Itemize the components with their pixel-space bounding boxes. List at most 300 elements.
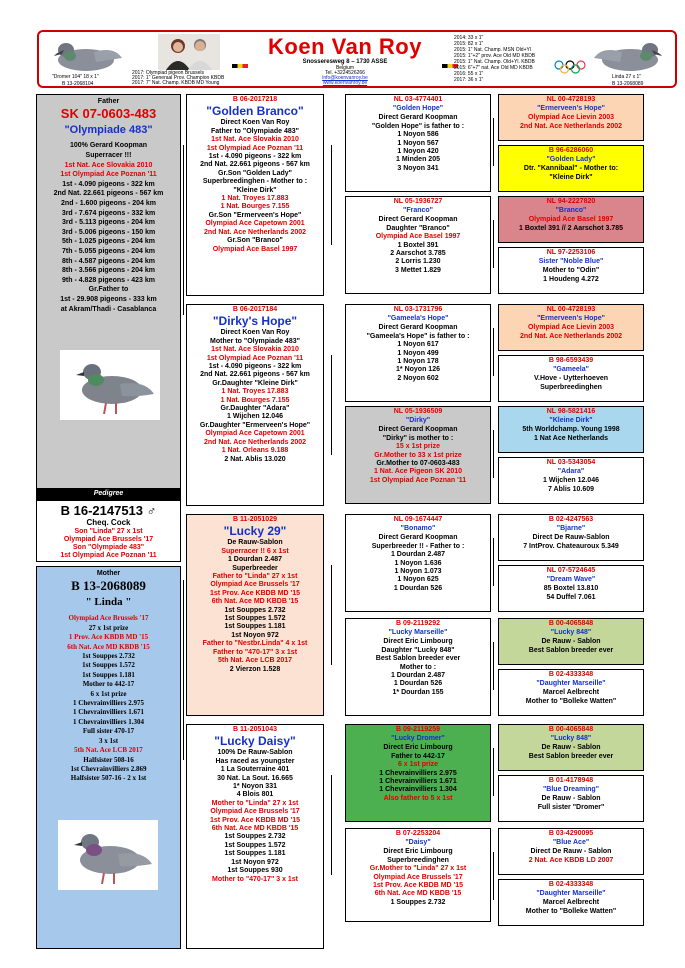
mother-connector	[183, 580, 184, 760]
male-symbol-icon: ♂	[146, 503, 157, 518]
tree-connector	[493, 328, 494, 376]
mother-name: " Linda "	[85, 596, 132, 609]
ring-number: B 01-4178948	[548, 777, 594, 784]
result-line: 1 Nat. Orleans 9.188	[221, 447, 289, 455]
result-line: 5th - 1.025 pigeons - 204 km	[62, 238, 155, 246]
ring-number: NL 94-2227820	[546, 198, 596, 205]
result-line: Direct De Rauw - Sablon	[530, 848, 612, 856]
left-pigeon-caption: "Dromer 104" 18 x 1"	[52, 74, 99, 80]
result-line: 54 Duffel 7.061	[546, 593, 596, 601]
result-line: 1st Souppes 1.181	[224, 623, 286, 631]
result-line: 1 Noyon 617	[397, 341, 439, 349]
result-line: 8th - 4.587 pigeons - 204 km	[62, 257, 155, 265]
result-line: 1 Chevrainvilliers 1.304	[379, 786, 457, 794]
result-line: Direct De Rauw-Sablon	[532, 534, 610, 542]
result-line: Olympiad Ace Brussels '17	[210, 808, 300, 816]
result-line: Superbreedinghen	[540, 383, 602, 391]
result-line: Olympiad Ace Brussels '17	[68, 614, 149, 623]
page-title: Koen Van Roy	[268, 34, 422, 59]
ring-number: B 02-4247563	[548, 516, 594, 523]
grandparent-box	[186, 304, 324, 506]
ring-number: B 06-2017184	[232, 306, 278, 313]
ring-number: B 03-4290095	[548, 830, 594, 837]
result-line: Direct Koen Van Roy	[220, 329, 290, 337]
result-line: 1st - 4.090 pigeons - 322 km	[62, 180, 155, 188]
ring-number: B 96-6286060	[548, 147, 594, 154]
result-line: 30 Nat. La Sout. 16.665	[217, 774, 293, 782]
great-great-grandparent-box	[498, 724, 644, 771]
left-pigeon-ring: B 13-2068104	[62, 81, 94, 87]
great-grandparent-box	[345, 406, 491, 504]
ring-number: NL 05-1936509	[393, 408, 443, 415]
result-line: 1st Souppes 1.572	[224, 841, 286, 849]
result-line: 2nd Nat. Ace Netherlands 2002	[203, 228, 307, 236]
tree-connector	[493, 852, 494, 900]
result-line: 1st Nat. Ace Slovakia 2010	[211, 136, 299, 144]
result-line: Mother to 442-17	[82, 680, 135, 689]
tree-connector	[493, 118, 494, 166]
result-line: 1 Chevrainvilliers 1.304	[73, 717, 144, 726]
result-line: 5th Worldchamp. Young 1998	[522, 426, 620, 434]
result-line: 3rd - 5.113 pigeons - 204 km	[62, 219, 155, 227]
result-line: 1 Chevrainvilliers 2.975	[73, 699, 144, 708]
result-line: 5th Nat. Ace LCB 2017	[74, 746, 143, 755]
result-line: 8th - 3.566 pigeons - 204 km	[62, 267, 155, 275]
result-line: "Kleine Dirk"	[233, 186, 277, 194]
result-line: Best Sablon breeder ever	[528, 752, 614, 760]
great-grandparent-box	[345, 828, 491, 922]
pigeon-name: "Golden Branco"	[206, 104, 304, 119]
result-line: 1 Noyon 1.636	[394, 559, 442, 567]
great-great-grandparent-box	[498, 514, 644, 561]
result-line: 1 Chevrainvilliers 1.671	[73, 708, 144, 717]
result-line: 1 Nat. Troyes 17.883	[221, 195, 289, 203]
result-line: Gr.Mother to "Linda" 27 x 1st	[369, 865, 467, 873]
result-line: 2nd Nat. Ace Netherlands 2002	[519, 122, 623, 130]
result-line: Direct Eric Limbourg	[383, 744, 453, 752]
result-line: Gr.Son "Ermerveen's Hope"	[208, 211, 302, 219]
owners-photo	[158, 34, 220, 70]
result-line: 1 Noyon 499	[397, 349, 439, 357]
pigeon-name: "Adara"	[557, 468, 585, 476]
ring-number: NL 03-5343054	[546, 459, 596, 466]
result-line: 1 Nat. Ace Pigeon SK 2010	[373, 468, 463, 476]
tree-connector	[493, 538, 494, 586]
result-line: 1 Minden 205	[396, 156, 440, 164]
pigeon-name: "Lucky 848"	[550, 629, 592, 637]
result-line: at Akram/Thadi - Casablanca	[60, 305, 157, 313]
result-line: 15 x 1st prize	[396, 443, 440, 451]
result-line: Father to "Nestbr.Linda" 4 x 1st	[202, 640, 308, 648]
great-great-grandparent-box	[498, 879, 644, 926]
result-line: 7 Ablis 10.609	[547, 485, 595, 493]
father-results	[37, 141, 180, 314]
website-link[interactable]: www.koenvanroy.be	[322, 80, 368, 86]
result-line: Gr.Daughter "Adara"	[220, 405, 290, 413]
ring-number: B 06-2017218	[232, 96, 278, 103]
achievement-left-1: 2017: Olympiad pigeon Brussels	[132, 70, 204, 76]
result-line: 1 Dourdan 2.487	[227, 556, 283, 564]
result-line: 1st Olympiad Ace Poznan '11	[206, 354, 304, 362]
result-line: 3 x 1st	[98, 736, 119, 745]
pigeon-name: "Gameela"	[553, 366, 589, 374]
pigeon-name: "Lucky 848"	[550, 735, 592, 743]
great-grandparent-box	[345, 724, 491, 822]
tree-connector	[493, 220, 494, 268]
ring-number: NL 03-1731796	[393, 306, 443, 313]
result-line: Superbreedinghen - Mother to :	[202, 178, 308, 186]
result-line: 1st - 4.090 pigeons - 322 km	[208, 153, 302, 161]
address: Snosseresweg 8 – 1730 ASSE	[302, 59, 388, 65]
result-line: De Rauw - Sablon	[541, 638, 601, 646]
pigeon-name: "Blue Dreaming"	[542, 786, 600, 794]
result-line: Full sister "Dromer"	[537, 803, 605, 811]
result-line: 6th Nat. Ace MD KBDB '15	[67, 642, 150, 651]
ring-number: NL 09-1674447	[393, 516, 443, 523]
email-link[interactable]: info@koenvanroy.be	[322, 75, 368, 81]
result-line: Mother to "Linda" 27 x 1st	[211, 799, 299, 807]
ring-number: NL 05-1936727	[393, 198, 443, 205]
result-line: Mother to "Bolleke Watten"	[525, 907, 617, 915]
result-line: 1 Dourdan 2.487	[390, 551, 446, 559]
pigeon-name: "Kleine Dirk"	[549, 417, 593, 425]
pigeon-name: "Ermerveen's Hope"	[537, 315, 605, 323]
pedigree-line-4: 1st Olympiad Ace Poznan '11	[60, 552, 157, 559]
result-line: 6 x 1st prize	[90, 689, 127, 698]
result-line: "Kleine Dirk"	[549, 173, 593, 181]
result-line: 1st Olympiad Ace Poznan '11	[206, 144, 304, 152]
result-line: 6th Nat. Ace MD KBDB '15	[211, 598, 299, 606]
pedigree-box	[36, 500, 181, 562]
result-line: Olympiad Ace Brussels '17	[373, 873, 463, 881]
father-name: "Olympiade 483"	[64, 124, 153, 137]
father-ring: SK 07-0603-483	[60, 106, 157, 122]
result-line: Full sister 470-17	[82, 727, 135, 736]
result-line: Dtr. "Kannibaal" - Mother to:	[523, 165, 619, 173]
pigeon-name: "Daughter Marseille"	[536, 890, 606, 898]
result-line: 1st Souppes 2.732	[224, 606, 286, 614]
olympic-rings-icon	[553, 60, 587, 74]
result-line: 1st Chevrainvilliers 2.869	[70, 764, 147, 773]
pigeon-name: Sister "Noble Blue"	[538, 258, 604, 266]
result-line: Halfsister 508-16	[83, 755, 134, 764]
result-line: 1 Noyon 567	[397, 139, 439, 147]
result-line: Also father to 5 x 1st	[383, 794, 453, 802]
father-label: Father	[97, 98, 120, 105]
result-line: 1st Prov. Ace KBDB MD '15	[210, 816, 300, 824]
great-great-grandparent-box	[498, 618, 644, 665]
ring-number: B 07-2253204	[395, 830, 441, 837]
result-line: 1 Nat Ace Netherlands	[533, 434, 609, 442]
result-line: 4 Blois 801	[236, 791, 274, 799]
great-great-grandparent-box	[498, 669, 644, 716]
result-line: 1st Olympiad Ace Poznan '11	[369, 476, 467, 484]
ring-number: B 00-4065848	[548, 620, 594, 627]
result-line: Olympiad Ace Capetown 2001	[205, 220, 305, 228]
right-pigeon-caption: Linda 27 x 1"	[612, 74, 642, 80]
result-line: 100% De Rauw-Sablon	[217, 749, 293, 757]
achievement-left-3: 2017: 7" Nat. Champ. KBDB MD Young	[132, 80, 220, 86]
result-line: Direct Gerard Koopman	[378, 216, 458, 224]
grandparent-box	[186, 514, 324, 716]
result-line: Olympiad Ace Basel 1997	[212, 245, 298, 253]
result-line: 85 Boxtel 13.810	[543, 585, 599, 593]
pigeon-name: "Franco"	[403, 207, 433, 215]
result-line: Mother to :	[399, 663, 437, 671]
result-line: De Rauw - Sablon	[541, 744, 601, 752]
result-line: 1 Wijchen 12.046	[543, 477, 599, 485]
result-line: Gr.Daughter "Kleine Dirk"	[212, 379, 298, 387]
result-line: 1 Prov. Ace KBDB MD '15	[68, 633, 149, 642]
pedigree-sex: Cheq. Cock	[86, 518, 131, 527]
mother-pigeon-image	[58, 820, 158, 890]
pigeon-name: "Bjarne"	[556, 525, 586, 533]
result-line: Direct Eric Limbourg	[383, 848, 453, 856]
pigeon-name: "Lucky Daisy"	[214, 734, 296, 749]
result-line: Father to "470-17" 3 x 1st	[212, 648, 298, 656]
result-line: 3 Mettet 1.829	[395, 266, 441, 274]
result-line: 1st Prov. Ace KBDB MD '15	[373, 882, 463, 890]
right-pigeon-image	[592, 36, 672, 76]
grandparent-box	[186, 94, 324, 296]
pigeon-name: "Daisy"	[405, 839, 431, 847]
pigeon-name: "Lucky Marseille"	[388, 629, 448, 637]
result-line: 7th - 5.055 pigeons - 204 km	[62, 247, 155, 255]
phone: Tel. +3224526266	[325, 70, 365, 76]
great-great-grandparent-box	[498, 406, 644, 453]
result-line: 2 Noyon 602	[397, 374, 439, 382]
result-line: Father to "Linda" 27 x 1st	[212, 573, 298, 581]
tree-connector	[331, 775, 332, 875]
result-line: 100% Gerard Koopman	[69, 142, 148, 150]
result-line: Mother to "Odin"	[542, 267, 600, 275]
result-line: "Golden Hope" is father to :	[371, 122, 465, 130]
pigeon-name: "Blue Ace"	[552, 839, 590, 847]
result-line: V.Hove - Uytterhoeven	[533, 375, 609, 383]
father-connector	[183, 145, 184, 315]
pigeon-name: "Daughter Marseille"	[536, 680, 606, 688]
great-great-grandparent-box	[498, 775, 644, 822]
pigeon-name: "Bonamo"	[400, 525, 436, 533]
pigeon-name: "Ermerveen's Hope"	[537, 105, 605, 113]
result-line: 1* Dourdan 155	[392, 688, 444, 696]
mother-panel	[36, 566, 181, 949]
result-line: Halfsister 507-16 - 2 x 1st	[70, 774, 147, 783]
pigeon-name: "Golden Lady"	[546, 156, 596, 164]
great-grandparent-box	[345, 618, 491, 716]
result-line: 1 Wijchen 12.046	[227, 413, 283, 421]
result-line: 1 Dourdan 526	[393, 584, 443, 592]
ring-number: B 11-2051043	[233, 726, 277, 733]
result-line: 1 Noyon 420	[397, 148, 439, 156]
result-line: 2nd Nat. Ace Netherlands 2002	[203, 438, 307, 446]
mother-ring: B 13-2068089	[71, 578, 146, 594]
result-line: 1st Souppes 930	[227, 867, 283, 875]
result-line: 1 Dourdan 2.487	[390, 672, 446, 680]
ring-number: B 09-2119259	[396, 726, 440, 733]
result-line: Direct Gerard Koopman	[378, 534, 458, 542]
result-line: Olympiad Ace Basel 1997	[375, 233, 461, 241]
great-great-grandparent-box	[498, 94, 644, 141]
result-line: Father to 442-17	[391, 752, 445, 760]
result-line: 1 Boxtel 391 // 2 Aarschot 3.785	[518, 224, 623, 232]
result-line: Mother to "470-17" 3 x 1st	[212, 875, 298, 883]
result-line: Superbreedinghen	[387, 856, 449, 864]
right-pigeon-ring: B 13-2068089	[612, 81, 644, 87]
result-line: De Rauw - Sablon	[541, 795, 601, 803]
ring-number: B 11-2051029	[233, 516, 277, 523]
result-line: Marcel Aelbrecht	[542, 689, 600, 697]
result-line: Has raced as youngster	[215, 757, 295, 765]
result-line: Olympiad Ace Capetown 2001	[205, 430, 305, 438]
result-line: Olympiad Ace Lievin 2003	[527, 114, 615, 122]
result-line: 3rd - 5.006 pigeons - 150 km	[61, 228, 156, 236]
ring-number: B 98-6593439	[548, 357, 594, 364]
result-line: 6th Nat. Ace MD KBDB '15	[374, 890, 462, 898]
pigeon-name: "Gameela's Hope"	[387, 315, 449, 323]
tree-connector	[493, 748, 494, 796]
result-line: 27 x 1st prize	[88, 623, 129, 632]
great-great-grandparent-box	[498, 355, 644, 402]
pigeon-name: "Lucky 29"	[223, 524, 287, 539]
result-line: De Rauw-Sablon	[227, 539, 283, 547]
result-line: Olympiad Ace Basel 1997	[528, 216, 614, 224]
result-line: Superracer !!!	[85, 152, 132, 159]
pedigree-label: Pedigree	[36, 488, 181, 500]
result-line: 1st Souppes 1.572	[224, 615, 286, 623]
result-line: 2 Aarschot 3.785	[390, 250, 446, 258]
result-line: 6 x 1st prize	[397, 761, 439, 769]
result-line: 2nd Nat. 22.661 pigeons - 567 km	[53, 190, 164, 198]
result-line: Gr.Son "Golden Lady"	[218, 169, 292, 177]
result-line: Olympiad Ace Lievin 2003	[527, 324, 615, 332]
result-line: 1st Noyon 972	[231, 858, 279, 866]
result-line: Gr.Son "Branco"	[227, 237, 283, 245]
result-line: Father to "Olympiade 483"	[211, 127, 299, 135]
result-line: 2nd Nat. 22.661 pigeons - 567 km	[200, 161, 310, 169]
tree-connector	[331, 565, 332, 665]
result-line: 3 Noyon 341	[397, 164, 439, 172]
country: Belgium	[335, 65, 355, 71]
result-line: Direct Eric Limbourg	[383, 638, 453, 646]
result-line: Direct Gerard Koopman	[378, 114, 458, 122]
great-grandparent-box	[345, 94, 491, 192]
result-line: Daughter "Lucky 848"	[381, 646, 455, 654]
result-line: 5th Nat. Ace LCB 2017	[217, 657, 293, 665]
result-line: 1 Souppes 2.732	[390, 898, 446, 906]
result-line: Daughter "Branco"	[386, 224, 450, 232]
belgian-flag-left	[232, 64, 248, 68]
mother-results	[37, 614, 180, 783]
result-line: 1st Souppes 1.181	[82, 670, 135, 679]
result-line: Gr.Mother to 33 x 1st prize	[374, 451, 462, 459]
result-line: 3rd - 7.674 pigeons - 332 km	[61, 209, 156, 217]
result-line: Superracer !! 6 x 1st	[221, 547, 289, 555]
result-line: Superbreeder	[232, 564, 278, 572]
result-line: 7 IntProv. Chateauroux 5.349	[523, 542, 619, 550]
result-line: 1* Noyon 331	[233, 783, 277, 791]
ring-number: NL 00-4728193	[546, 96, 596, 103]
great-great-grandparent-box	[498, 304, 644, 351]
result-line: 1 Dourdan 526	[393, 680, 443, 688]
mother-label: Mother	[96, 570, 121, 577]
result-line: 1st Souppes 1.181	[224, 850, 286, 858]
result-line: 2nd Nat. Ace Netherlands 2002	[519, 332, 623, 340]
ring-number: B 09-2119292	[396, 620, 440, 627]
result-line: 1st Noyon 972	[231, 631, 279, 639]
pigeon-name: "Dirky's Hope"	[212, 314, 298, 329]
great-great-grandparent-box	[498, 457, 644, 504]
achievements-right: 2014: 33 x 1" 2015: 82 x 1" 2015: 1" Nat. Champ. MSN Old+Yl 2015: 1"+2" prov. Ace Old MD KBDB 2015: 1" Nat. Champ. Old+Yl. KBDB 2015: 6"+7" nat. Ace Old MD KBDB 2016: 55 x 1" 2017: 36 x 1"	[454, 35, 536, 83]
pigeon-name: "Dream Wave"	[546, 576, 596, 584]
result-line: Best Sablon breeder ever	[528, 646, 614, 654]
result-line: 2nd - 1.600 pigeons - 204 km	[61, 199, 156, 207]
great-great-grandparent-box	[498, 196, 644, 243]
result-line: 1* Noyon 126	[396, 366, 440, 374]
ring-number: B 00-4065848	[548, 726, 594, 733]
result-line: 1 Noyon 625	[397, 576, 439, 584]
grandparent-box	[186, 724, 324, 949]
result-line: 1st - 4.090 pigeons - 322 km	[208, 363, 302, 371]
result-line: 1 Houdeng 4.272	[543, 275, 599, 283]
pedigree-ring: B 16-2147513 ♂	[60, 503, 157, 518]
ring-number: NL 03-4774401	[393, 96, 443, 103]
result-line: 1 Nat. Troyes 17.883	[221, 388, 289, 396]
result-line: 1st Prov. Ace KBDB MD '15	[210, 589, 300, 597]
ring-number: NL 07-5724645	[546, 567, 596, 574]
ring-number: NL 97-2253106	[546, 249, 596, 256]
pigeon-name: "Golden Hope"	[392, 105, 444, 113]
result-line: 1 Nat. Bourges 7.155	[220, 203, 290, 211]
result-line: 2nd Nat. 22.661 pigeons - 567 km	[200, 371, 310, 379]
result-line: 1 Chevrainvilliers 1.671	[379, 778, 457, 786]
result-line: 1st Souppes 1.572	[82, 661, 135, 670]
result-line: 9th - 4.828 pigeons - 423 km	[62, 276, 155, 284]
result-line: 1 Noyon 586	[397, 131, 439, 139]
result-line: Gr.Father to	[88, 286, 129, 294]
result-line: Best Sablon breeder ever	[375, 655, 461, 663]
pedigree-line-1: Son "Linda" 27 x 1st	[74, 528, 143, 535]
result-line: Superbreeder !! - Father to :	[371, 542, 465, 550]
result-line: 1st Nat. Ace Slovakia 2010	[211, 346, 299, 354]
result-line: 2 Nat. Ablis 13.020	[224, 455, 286, 463]
great-grandparent-box	[345, 196, 491, 294]
result-line: Mother to "Olympiade 483"	[210, 337, 300, 345]
pigeon-name: "Branco"	[555, 207, 587, 215]
result-line: 1st Souppes 2.732	[224, 833, 286, 841]
ring-number: NL 00-4728193	[546, 306, 596, 313]
result-line: 1st Olympiad Ace Poznan '11	[60, 171, 157, 179]
great-great-grandparent-box	[498, 145, 644, 192]
ring-number: B 02-4333348	[548, 881, 594, 888]
result-line: Marcel Aelbrecht	[542, 899, 600, 907]
result-line: 1 Boxtel 391	[397, 241, 439, 249]
pigeon-name: "Dirky"	[405, 417, 431, 425]
result-line: 1 La Souterraine 401	[220, 766, 290, 774]
result-line: 2 Nat. Ace KBDB LD 2007	[528, 856, 614, 864]
great-great-grandparent-box	[498, 565, 644, 612]
tree-connector	[331, 355, 332, 455]
result-line: "Gameela's Hope" is father to :	[366, 332, 470, 340]
achievement-left-2: 2017: 1" Generaal Prov. Champion KBDB	[132, 75, 225, 81]
result-line: 1st Nat. Ace Slovakia 2010	[64, 161, 153, 169]
result-line: 2 Vierzon 1.528	[229, 665, 281, 673]
tree-connector	[493, 642, 494, 690]
result-line: 1 Chevrainvilliers 2.975	[379, 769, 457, 777]
result-line: 1st Souppes 2.732	[82, 652, 135, 661]
father-panel	[36, 94, 181, 517]
result-line: 2 Lorris 1.230	[395, 258, 441, 266]
